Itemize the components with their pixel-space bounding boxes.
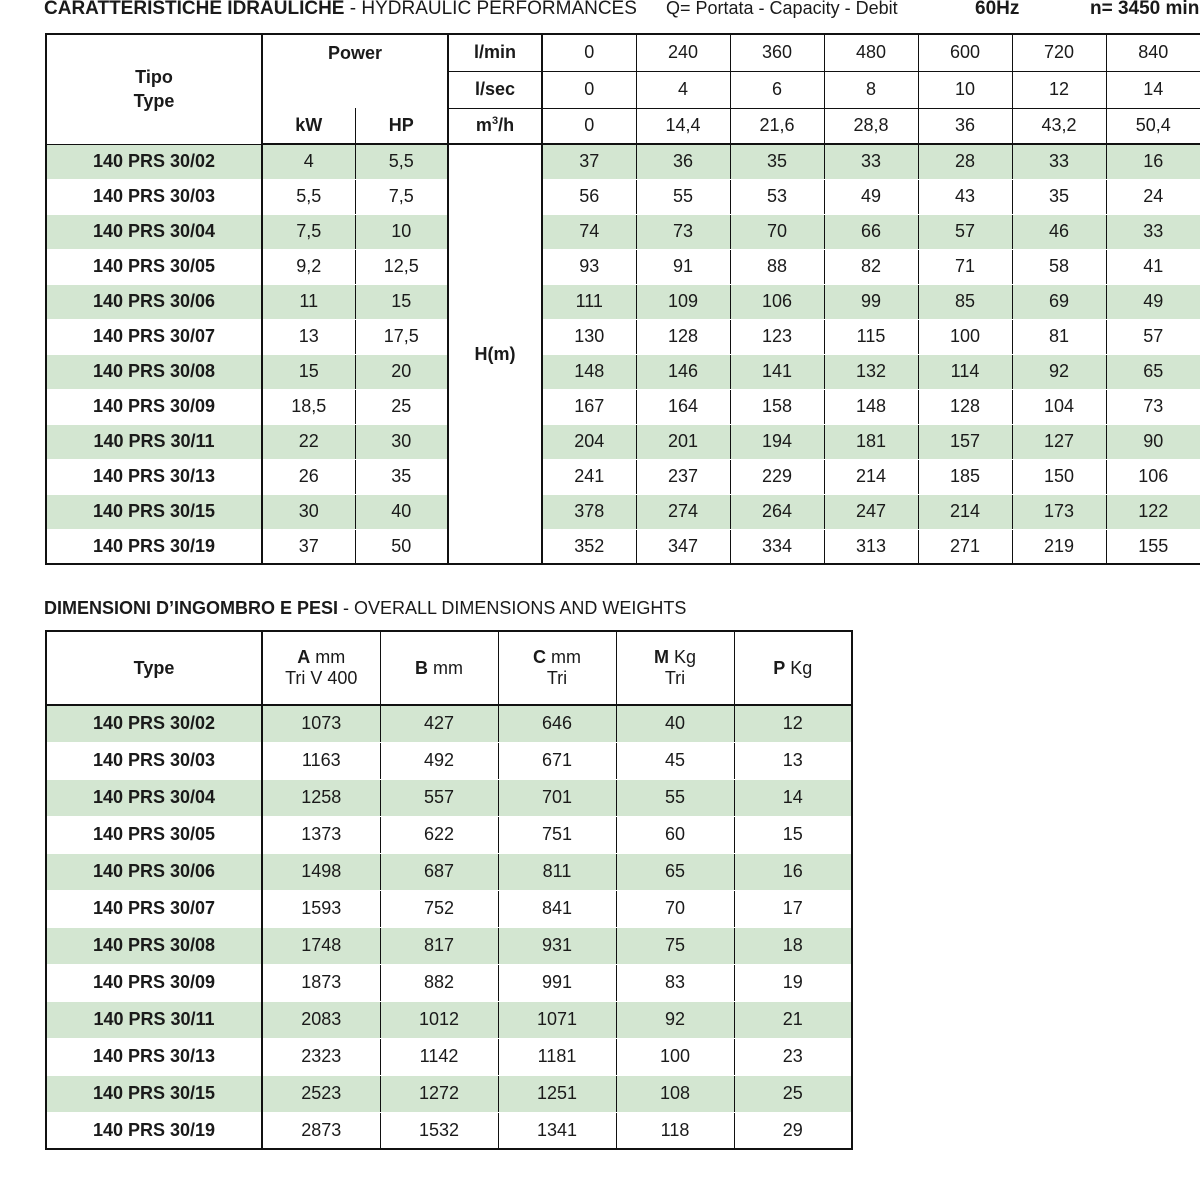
hp-cell: 17,5 bbox=[355, 319, 448, 354]
weight-p-cell: 16 bbox=[734, 853, 852, 890]
head-cell: 106 bbox=[1106, 459, 1200, 494]
hp-cell: 40 bbox=[355, 494, 448, 529]
head-cell: 274 bbox=[636, 494, 730, 529]
unit-label-m3h: $m^3/h$ bbox=[448, 108, 542, 144]
head-cell: 264 bbox=[730, 494, 824, 529]
dimension-a-cell: 1373 bbox=[262, 816, 380, 853]
weight-m-cell: 40 bbox=[616, 705, 734, 742]
head-cell: 150 bbox=[1012, 459, 1106, 494]
pump-type-cell: 140 PRS 30/07 bbox=[46, 890, 262, 927]
pump-type-cell: 140 PRS 30/03 bbox=[46, 179, 262, 214]
flow-cell: 0 bbox=[542, 34, 636, 71]
table-header-row bbox=[46, 631, 852, 705]
pump-type-cell: 140 PRS 30/11 bbox=[46, 424, 262, 459]
hp-cell: 50 bbox=[355, 529, 448, 564]
table-row bbox=[46, 816, 852, 853]
head-cell: 88 bbox=[730, 249, 824, 284]
head-cell: 57 bbox=[918, 214, 1012, 249]
table-row bbox=[46, 1075, 852, 1112]
head-cell: 91 bbox=[636, 249, 730, 284]
pump-type-cell: 140 PRS 30/15 bbox=[46, 494, 262, 529]
weight-p-cell: 19 bbox=[734, 964, 852, 1001]
table-row bbox=[46, 459, 1200, 494]
table-row bbox=[46, 927, 852, 964]
pump-type-cell: 140 PRS 30/02 bbox=[46, 705, 262, 742]
head-cell: 229 bbox=[730, 459, 824, 494]
unit-label-lmin: l/min bbox=[448, 34, 542, 71]
head-cell: 36 bbox=[636, 144, 730, 179]
head-cell: 106 bbox=[730, 284, 824, 319]
head-cell: 37 bbox=[542, 144, 636, 179]
head-cell: 100 bbox=[918, 319, 1012, 354]
flow-cell: 0 bbox=[542, 108, 636, 144]
column-header-a: A mm Tri V 400 bbox=[262, 631, 380, 705]
weight-p-cell: 29 bbox=[734, 1112, 852, 1149]
pump-type-cell: 140 PRS 30/07 bbox=[46, 319, 262, 354]
head-cell: 33 bbox=[1106, 214, 1200, 249]
head-cell: 128 bbox=[636, 319, 730, 354]
head-cell: 123 bbox=[730, 319, 824, 354]
dimension-c-cell: 931 bbox=[498, 927, 616, 964]
head-cell: 65 bbox=[1106, 354, 1200, 389]
head-cell: 271 bbox=[918, 529, 1012, 564]
head-cell: 93 bbox=[542, 249, 636, 284]
head-cell: 122 bbox=[1106, 494, 1200, 529]
table-header-row bbox=[46, 34, 1200, 71]
column-header-m: M Kg Tri bbox=[616, 631, 734, 705]
dimension-c-cell: 646 bbox=[498, 705, 616, 742]
weight-m-cell: 108 bbox=[616, 1075, 734, 1112]
table-row bbox=[46, 389, 1200, 424]
dimension-a-cell: 2873 bbox=[262, 1112, 380, 1149]
head-cell: 82 bbox=[824, 249, 918, 284]
head-cell: 352 bbox=[542, 529, 636, 564]
hydraulic-title: CARATTERISTICHE IDRAULICHE bbox=[44, 0, 345, 19]
pump-type-cell: 140 PRS 30/19 bbox=[46, 1112, 262, 1149]
head-cell: 173 bbox=[1012, 494, 1106, 529]
column-header-p: P Kg bbox=[734, 631, 852, 705]
head-cell: 247 bbox=[824, 494, 918, 529]
flow-cell: 6 bbox=[730, 71, 824, 108]
head-cell: 16 bbox=[1106, 144, 1200, 179]
weight-p-cell: 23 bbox=[734, 1038, 852, 1075]
dimension-b-cell: 687 bbox=[380, 853, 498, 890]
dimension-a-cell: 1258 bbox=[262, 779, 380, 816]
flow-cell: 0 bbox=[542, 71, 636, 108]
dimension-c-cell: 701 bbox=[498, 779, 616, 816]
head-cell: 58 bbox=[1012, 249, 1106, 284]
head-cell: 56 bbox=[542, 179, 636, 214]
type-column-header bbox=[46, 34, 262, 144]
head-cell: 81 bbox=[1012, 319, 1106, 354]
table-row bbox=[46, 1001, 852, 1038]
speed-label: n= 3450 min bbox=[1090, 0, 1200, 19]
dimensions-subtitle: - OVERALL DIMENSIONS AND WEIGHTS bbox=[338, 598, 687, 618]
weight-p-cell: 25 bbox=[734, 1075, 852, 1112]
pump-type-cell: 140 PRS 30/13 bbox=[46, 1038, 262, 1075]
head-cell: 114 bbox=[918, 354, 1012, 389]
head-cell: 128 bbox=[918, 389, 1012, 424]
head-cell: 66 bbox=[824, 214, 918, 249]
hydraulic-performance-table bbox=[45, 33, 1200, 565]
weight-m-cell: 65 bbox=[616, 853, 734, 890]
head-cell: 181 bbox=[824, 424, 918, 459]
pump-type-cell: 140 PRS 30/02 bbox=[46, 144, 262, 179]
hydraulic-header bbox=[44, 0, 1200, 24]
dimension-b-cell: 817 bbox=[380, 927, 498, 964]
pump-type-cell: 140 PRS 30/15 bbox=[46, 1075, 262, 1112]
flow-cell: 28,8 bbox=[824, 108, 918, 144]
table-row bbox=[46, 1038, 852, 1075]
kw-cell: 9,2 bbox=[262, 249, 355, 284]
pump-type-cell: 140 PRS 30/05 bbox=[46, 816, 262, 853]
weight-m-cell: 60 bbox=[616, 816, 734, 853]
head-cell: 313 bbox=[824, 529, 918, 564]
weight-m-cell: 45 bbox=[616, 742, 734, 779]
head-cell: 28 bbox=[918, 144, 1012, 179]
flow-cell: 720 bbox=[1012, 34, 1106, 71]
flow-cell: 36 bbox=[918, 108, 1012, 144]
head-cell: 115 bbox=[824, 319, 918, 354]
kw-cell: 26 bbox=[262, 459, 355, 494]
head-cell: 99 bbox=[824, 284, 918, 319]
dimension-a-cell: 1498 bbox=[262, 853, 380, 890]
weight-m-cell: 118 bbox=[616, 1112, 734, 1149]
table-row bbox=[46, 284, 1200, 319]
weight-p-cell: 13 bbox=[734, 742, 852, 779]
weight-m-cell: 70 bbox=[616, 890, 734, 927]
flow-cell: 8 bbox=[824, 71, 918, 108]
head-cell: 92 bbox=[1012, 354, 1106, 389]
flow-cell: 4 bbox=[636, 71, 730, 108]
hp-cell: 25 bbox=[355, 389, 448, 424]
head-cell: 24 bbox=[1106, 179, 1200, 214]
head-cell: 241 bbox=[542, 459, 636, 494]
flow-cell: 50,4 bbox=[1106, 108, 1200, 144]
head-cell: 167 bbox=[542, 389, 636, 424]
column-header-c: C mm Tri bbox=[498, 631, 616, 705]
dimension-a-cell: 1748 bbox=[262, 927, 380, 964]
table-row bbox=[46, 249, 1200, 284]
table-row bbox=[46, 529, 1200, 564]
kw-cell: 30 bbox=[262, 494, 355, 529]
head-cell: 155 bbox=[1106, 529, 1200, 564]
flow-cell: 10 bbox=[918, 71, 1012, 108]
head-cell: 69 bbox=[1012, 284, 1106, 319]
head-cell: 378 bbox=[542, 494, 636, 529]
pump-type-cell: 140 PRS 30/04 bbox=[46, 779, 262, 816]
dimension-a-cell: 2323 bbox=[262, 1038, 380, 1075]
head-cell: 185 bbox=[918, 459, 1012, 494]
head-label: H(m) bbox=[448, 144, 542, 564]
pump-type-cell: 140 PRS 30/09 bbox=[46, 964, 262, 1001]
frequency-label: 60Hz bbox=[975, 0, 1020, 19]
dimension-b-cell: 1532 bbox=[380, 1112, 498, 1149]
capacity-label: Q= Portata - Capacity - Debit bbox=[666, 0, 898, 18]
head-cell: 49 bbox=[1106, 284, 1200, 319]
pump-type-cell: 140 PRS 30/13 bbox=[46, 459, 262, 494]
kw-cell: 7,5 bbox=[262, 214, 355, 249]
head-cell: 73 bbox=[636, 214, 730, 249]
pump-type-cell: 140 PRS 30/06 bbox=[46, 853, 262, 890]
hp-cell: 7,5 bbox=[355, 179, 448, 214]
weight-p-cell: 18 bbox=[734, 927, 852, 964]
weight-m-cell: 100 bbox=[616, 1038, 734, 1075]
dimension-b-cell: 882 bbox=[380, 964, 498, 1001]
dimensions-weights-table bbox=[45, 630, 853, 1150]
head-cell: 214 bbox=[824, 459, 918, 494]
dimension-c-cell: 1341 bbox=[498, 1112, 616, 1149]
head-cell: 237 bbox=[636, 459, 730, 494]
head-cell: 90 bbox=[1106, 424, 1200, 459]
weight-p-cell: 14 bbox=[734, 779, 852, 816]
kw-cell: 22 bbox=[262, 424, 355, 459]
head-cell: 41 bbox=[1106, 249, 1200, 284]
table-row bbox=[46, 214, 1200, 249]
head-cell: 111 bbox=[542, 284, 636, 319]
table-row bbox=[46, 179, 1200, 214]
kw-cell: 15 bbox=[262, 354, 355, 389]
weight-p-cell: 17 bbox=[734, 890, 852, 927]
weight-p-cell: 21 bbox=[734, 1001, 852, 1038]
weight-p-cell: 12 bbox=[734, 705, 852, 742]
hp-column-header: HP bbox=[355, 108, 448, 144]
head-cell: 74 bbox=[542, 214, 636, 249]
dimension-c-cell: 1181 bbox=[498, 1038, 616, 1075]
dimensions-header bbox=[44, 598, 686, 619]
flow-cell: 14,4 bbox=[636, 108, 730, 144]
head-cell: 157 bbox=[918, 424, 1012, 459]
pump-type-cell: 140 PRS 30/08 bbox=[46, 927, 262, 964]
head-cell: 201 bbox=[636, 424, 730, 459]
kw-cell: 13 bbox=[262, 319, 355, 354]
head-cell: 219 bbox=[1012, 529, 1106, 564]
head-cell: 57 bbox=[1106, 319, 1200, 354]
head-cell: 70 bbox=[730, 214, 824, 249]
flow-cell: 240 bbox=[636, 34, 730, 71]
pump-type-cell: 140 PRS 30/09 bbox=[46, 389, 262, 424]
pump-type-cell: 140 PRS 30/05 bbox=[46, 249, 262, 284]
head-cell: 35 bbox=[730, 144, 824, 179]
type-label-it: Tipo bbox=[135, 67, 173, 88]
head-cell: 43 bbox=[918, 179, 1012, 214]
pump-type-cell: 140 PRS 30/19 bbox=[46, 529, 262, 564]
head-cell: 46 bbox=[1012, 214, 1106, 249]
table-row bbox=[46, 424, 1200, 459]
flow-cell: 480 bbox=[824, 34, 918, 71]
hydraulic-subtitle: - HYDRAULIC PERFORMANCES bbox=[344, 0, 637, 19]
dimension-c-cell: 751 bbox=[498, 816, 616, 853]
dimension-a-cell: 1873 bbox=[262, 964, 380, 1001]
head-cell: 130 bbox=[542, 319, 636, 354]
weight-p-cell: 15 bbox=[734, 816, 852, 853]
hp-cell: 15 bbox=[355, 284, 448, 319]
dimension-b-cell: 622 bbox=[380, 816, 498, 853]
hp-cell: 10 bbox=[355, 214, 448, 249]
dimension-a-cell: 1593 bbox=[262, 890, 380, 927]
head-cell: 53 bbox=[730, 179, 824, 214]
weight-m-cell: 55 bbox=[616, 779, 734, 816]
flow-cell: 360 bbox=[730, 34, 824, 71]
table-row bbox=[46, 890, 852, 927]
pump-type-cell: 140 PRS 30/08 bbox=[46, 354, 262, 389]
flow-cell: 43,2 bbox=[1012, 108, 1106, 144]
table-row bbox=[46, 354, 1200, 389]
head-cell: 73 bbox=[1106, 389, 1200, 424]
head-cell: 35 bbox=[1012, 179, 1106, 214]
table-row bbox=[46, 964, 852, 1001]
hp-cell: 12,5 bbox=[355, 249, 448, 284]
kw-cell: 11 bbox=[262, 284, 355, 319]
dimension-b-cell: 492 bbox=[380, 742, 498, 779]
head-cell: 132 bbox=[824, 354, 918, 389]
flow-cell: 14 bbox=[1106, 71, 1200, 108]
table-row bbox=[46, 742, 852, 779]
power-column-header: Power bbox=[262, 34, 448, 108]
table-row bbox=[46, 705, 852, 742]
head-cell: 214 bbox=[918, 494, 1012, 529]
kw-cell: 18,5 bbox=[262, 389, 355, 424]
weight-m-cell: 83 bbox=[616, 964, 734, 1001]
dimension-a-cell: 1163 bbox=[262, 742, 380, 779]
pump-type-cell: 140 PRS 30/04 bbox=[46, 214, 262, 249]
table-row bbox=[46, 144, 1200, 179]
kw-cell: 4 bbox=[262, 144, 355, 179]
dimensions-title: DIMENSIONI D’INGOMBRO E PESI bbox=[44, 598, 339, 618]
flow-cell: 21,6 bbox=[730, 108, 824, 144]
dimension-c-cell: 841 bbox=[498, 890, 616, 927]
head-cell: 146 bbox=[636, 354, 730, 389]
dimension-c-cell: 811 bbox=[498, 853, 616, 890]
dimension-b-cell: 557 bbox=[380, 779, 498, 816]
kw-cell: 37 bbox=[262, 529, 355, 564]
dimension-c-cell: 1251 bbox=[498, 1075, 616, 1112]
dimension-a-cell: 1073 bbox=[262, 705, 380, 742]
table-row bbox=[46, 494, 1200, 529]
weight-m-cell: 92 bbox=[616, 1001, 734, 1038]
head-cell: 334 bbox=[730, 529, 824, 564]
type-column-header: Type bbox=[46, 631, 262, 705]
pump-type-cell: 140 PRS 30/06 bbox=[46, 284, 262, 319]
dimension-b-cell: 752 bbox=[380, 890, 498, 927]
table-row bbox=[46, 853, 852, 890]
dimension-a-cell: 2083 bbox=[262, 1001, 380, 1038]
dimension-c-cell: 1071 bbox=[498, 1001, 616, 1038]
dimension-b-cell: 1272 bbox=[380, 1075, 498, 1112]
flow-cell: 600 bbox=[918, 34, 1012, 71]
flow-cell: 840 bbox=[1106, 34, 1200, 71]
hp-cell: 35 bbox=[355, 459, 448, 494]
hp-cell: 30 bbox=[355, 424, 448, 459]
type-label-en: Type bbox=[133, 91, 175, 112]
table-row bbox=[46, 1112, 852, 1149]
head-cell: 204 bbox=[542, 424, 636, 459]
unit-label-lsec: l/sec bbox=[448, 71, 542, 108]
head-cell: 347 bbox=[636, 529, 730, 564]
head-cell: 109 bbox=[636, 284, 730, 319]
hp-cell: 20 bbox=[355, 354, 448, 389]
dimension-b-cell: 427 bbox=[380, 705, 498, 742]
head-cell: 55 bbox=[636, 179, 730, 214]
dimension-c-cell: 671 bbox=[498, 742, 616, 779]
head-cell: 164 bbox=[636, 389, 730, 424]
table-row bbox=[46, 779, 852, 816]
pump-type-cell: 140 PRS 30/11 bbox=[46, 1001, 262, 1038]
head-cell: 33 bbox=[1012, 144, 1106, 179]
dimension-b-cell: 1142 bbox=[380, 1038, 498, 1075]
head-cell: 148 bbox=[824, 389, 918, 424]
head-cell: 71 bbox=[918, 249, 1012, 284]
dimension-c-cell: 991 bbox=[498, 964, 616, 1001]
table-row bbox=[46, 319, 1200, 354]
head-cell: 141 bbox=[730, 354, 824, 389]
head-cell: 127 bbox=[1012, 424, 1106, 459]
head-cell: 148 bbox=[542, 354, 636, 389]
head-cell: 104 bbox=[1012, 389, 1106, 424]
head-cell: 194 bbox=[730, 424, 824, 459]
dimension-b-cell: 1012 bbox=[380, 1001, 498, 1038]
weight-m-cell: 75 bbox=[616, 927, 734, 964]
head-cell: 85 bbox=[918, 284, 1012, 319]
head-cell: 158 bbox=[730, 389, 824, 424]
head-cell: 49 bbox=[824, 179, 918, 214]
column-header-b: B mm bbox=[380, 631, 498, 705]
kw-column-header: kW bbox=[262, 108, 355, 144]
flow-cell: 12 bbox=[1012, 71, 1106, 108]
head-cell: 33 bbox=[824, 144, 918, 179]
dimension-a-cell: 2523 bbox=[262, 1075, 380, 1112]
pump-type-cell: 140 PRS 30/03 bbox=[46, 742, 262, 779]
kw-cell: 5,5 bbox=[262, 179, 355, 214]
hp-cell: 5,5 bbox=[355, 144, 448, 179]
